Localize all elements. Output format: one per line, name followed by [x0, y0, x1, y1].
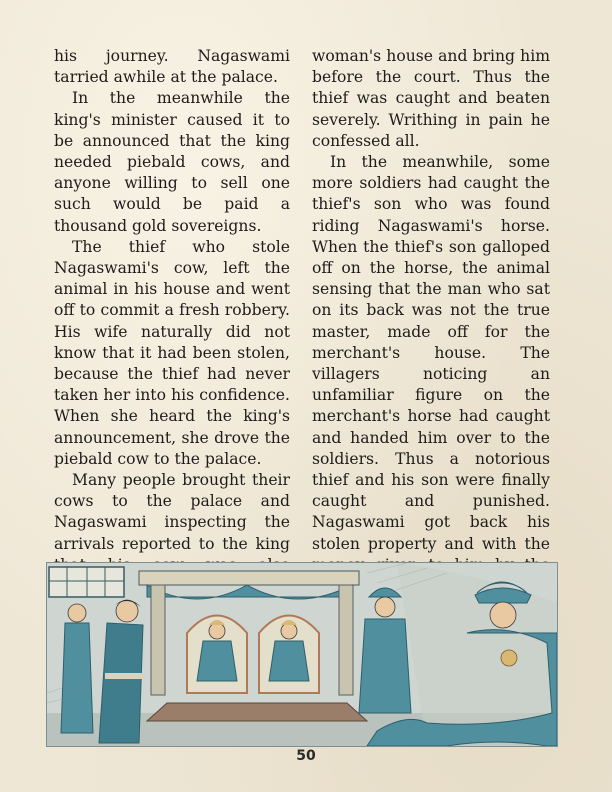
- paragraph: In the meanwhile the king's minister caused it to be announced that the king needed piebald cows, and anyone willing to sell one such would be paid a thousand gold sovereigns.: [54, 89, 290, 235]
- paragraph: Many people brought their cows to the palace and Nagaswami inspecting the arrivals reported to the king: [54, 471, 290, 553]
- paragraph: woman's house and bring him before the court. Thus the thief was caught and beaten severely. Writhing in pain he confessed all.: [312, 47, 550, 150]
- paragraph: his journey. Nagaswami tarried awhile at the palace.: [54, 47, 290, 87]
- paragraph: The thief who stole Nagaswami's cow, left the animal in his house and went off to commit a fresh robbery. His wife naturally did not know that it had been stolen, because the thief had never taken her into his confidence. When she heard the king's announcement, she drove the piebald cow to the palace.: [54, 237, 290, 468]
- text-column-left: [54, 46, 290, 640]
- story-illustration: [46, 562, 558, 747]
- window-lattice: [49, 567, 124, 597]
- standing-man-left: [61, 604, 93, 733]
- text-column-right: [312, 46, 550, 640]
- carpet: [147, 703, 367, 721]
- page-number: 50: [296, 748, 316, 764]
- paragraph: In the meanwhile, some more soldiers had caught the thief's son who was found riding Nagaswami's horse. When the thief's son galloped off on the horse, the animal sensing that the man who sat on its back was not the true master, made off for the merchant's house. The villagers noticing an unfamiliar figure on the merchant's horse had caught and handed him over to the soldiers. Thus a notorious thief and his son were finally caught and punished. Nagaswami got back his stolen property and with the: [312, 153, 550, 553]
- court-scene-drawing: [47, 563, 557, 746]
